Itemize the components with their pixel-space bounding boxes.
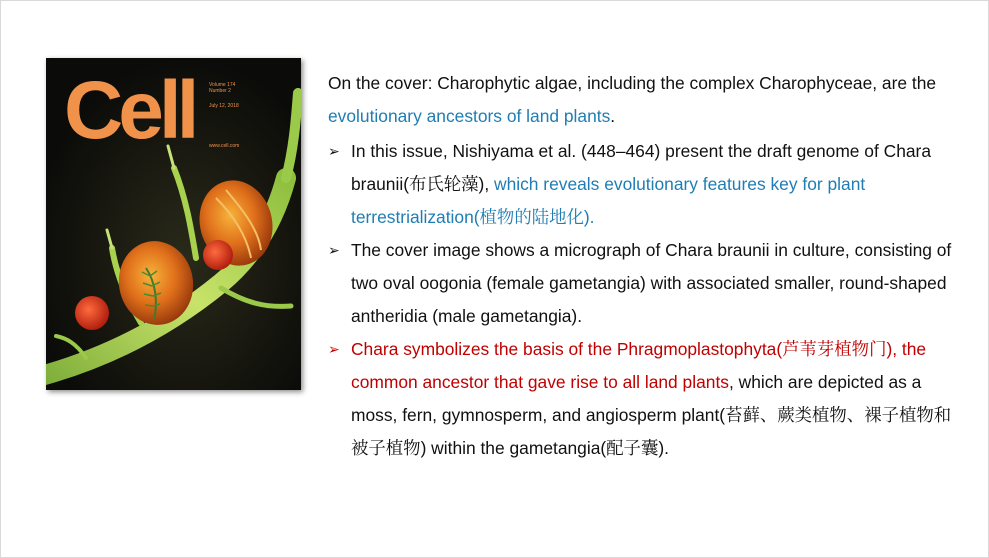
bullet-list xyxy=(328,135,953,465)
intro-end: . xyxy=(610,106,616,126)
cover-date: July 12, 2018 xyxy=(209,103,239,109)
cover-title: Cell xyxy=(64,65,195,156)
bullet-item-genome xyxy=(328,135,953,234)
intro-paragraph xyxy=(328,67,953,133)
arrow-bullet-icon: ➢ xyxy=(328,341,340,357)
cover-number: Number 2 xyxy=(209,88,231,94)
arrow-bullet-icon: ➢ xyxy=(328,143,340,159)
slide-text xyxy=(328,67,953,465)
journal-cover xyxy=(46,58,301,390)
bullet-item-phragmoplastophyta xyxy=(328,333,953,465)
arrow-bullet-icon: ➢ xyxy=(328,242,340,258)
bullet-text: In this issue, Nishiyama et al. (448–464) present the draft genome of Chara braunii(布氏轮藻), xyxy=(351,141,932,194)
bullet-highlight: Chara symbolizes the basis of the Phragmoplastophyta(芦苇芽植物门), the common ancestor that gave rise to all land plants xyxy=(351,339,927,392)
bullet-text: The cover image shows a micrograph of Chara braunii in culture, consisting of two oval oogonia (female gametangia) with associated smaller, round-shaped antheridia (male gametangia). xyxy=(351,240,952,326)
intro-text: On the cover: Charophytic algae, including the complex Charophyceae, are the xyxy=(328,73,937,93)
bullet-tail: , which are depicted as a moss, fern, gymnosperm, and angiosperm plant(苔藓、蕨类植物、裸子植物和被子植物) within the gametangia(配子囊). xyxy=(351,372,952,458)
cover-issue-info xyxy=(209,82,235,94)
cover-url: www.cell.com xyxy=(209,143,240,149)
bullet-item-cover-image xyxy=(328,234,953,333)
bullet-highlight: which reveals evolutionary features key for plant terrestrialization(植物的陆地化). xyxy=(351,174,866,227)
cover-volume: Volume 174 xyxy=(209,82,236,88)
intro-highlight: evolutionary ancestors of land plants xyxy=(328,106,611,126)
